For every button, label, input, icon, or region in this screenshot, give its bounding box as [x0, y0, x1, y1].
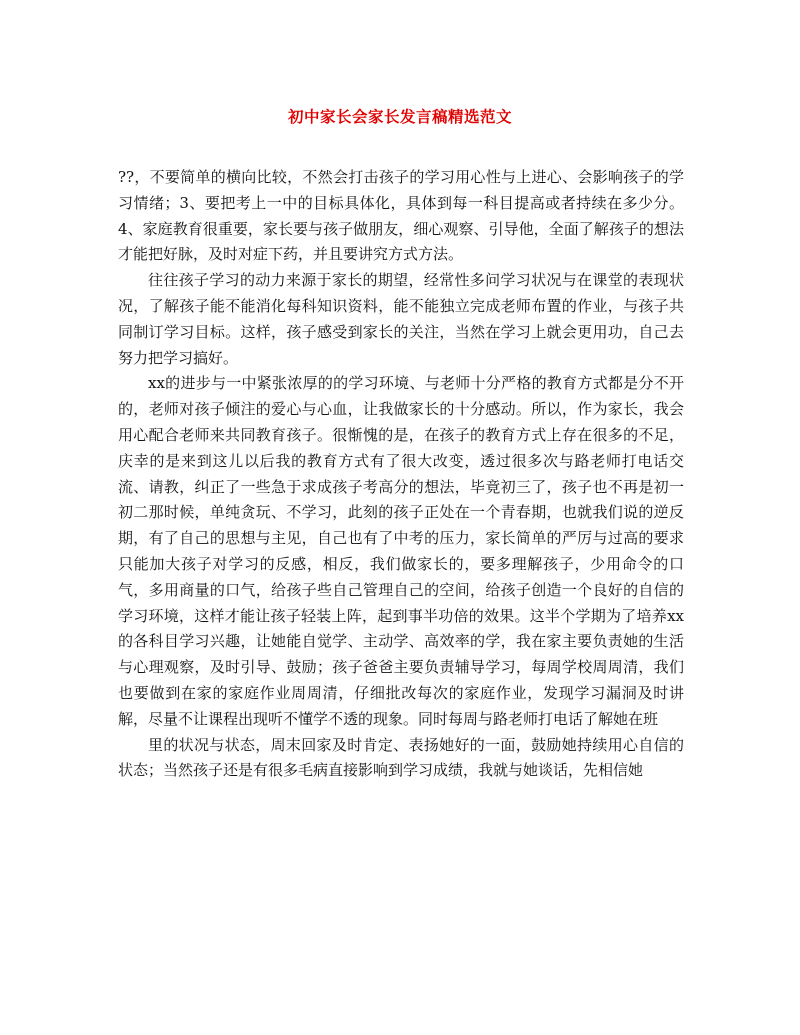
paragraph-progress: xx的进步与一中紧张浓厚的的学习环境、与老师十分严格的教育方式都是分不开的，老师对孩子倾注的爱心与心血，让我做家长的十分感动。所以，作为家长，我会用心配合老师来共同教育孩子。很惭愧的是，在孩子的教育方式上存在很多的不足，庆幸的是来到这儿以后我的教育方式有了很大改变，透过很多次与路老师打电话交流、请教，纠正了一些急于求成孩子考高分的想法，毕竟初三了，孩子也不再是初一初二那时候，单纯贪玩、不学习，此刻的孩子正处在一个青春期，也就我们说的逆反期，有了自己的思想与主见，自己也有了中考的压力，家长简单的严厉与过高的要求只能加大孩子对学习的反感，相反，我们做家长的，要多理解孩子，少用命令的口气，多用商量的口气，给孩子些自己管理自己的空间，给孩子创造一个良好的自信的学习环境，这样才能让孩子轻装上阵，起到事半功倍的效果。这半个学期为了培养xx的各科目学习兴趣，让她能自觉学、主动学、高效率的学，我在家主要负责她的生活与心理观察，及时引导、鼓励；孩子爸爸主要负责辅导学习，每周学校周周清，我们也要做到在家的家庭作业周周清，仔细批改每次的家庭作业，发现学习漏洞及时讲解，尽量不让课程出现听不懂学不透的现象。同时每周与路老师打电话了解她在班: [118, 374, 684, 728]
document-title: 初中家长会家长发言稿精选范文: [287, 107, 512, 126]
paragraph-continuation: ??，不要简单的横向比较，不然会打击孩子的学习用心性与上进心、会影响孩子的学习情绪；3、要把考上一中的目标具体化，具体到每一科目提高或者持续在多少分。4、家庭教育很重要，家长要与孩子做朋友，细心观察、引导他，全面了解孩子的想法才能把好脉，及时对症下药，并且要讲究方式方法。: [118, 168, 684, 264]
paragraph-status: 里的状况与状态，周末回家及时肯定、表扬她好的一面，鼓励她持续用心自信的状态；当然孩子还是有很多毛病直接影响到学习成绩，我就与她谈话，先相信她: [118, 735, 684, 780]
document-body: [118, 165, 684, 784]
paragraph-motivation: 往往孩子学习的动力来源于家长的期望，经常性多问学习状况与在课堂的表现状况，了解孩子能不能消化每科知识资料，能不能独立完成老师布置的作业，与孩子共同制订学习目标。这样，孩子感受到家长的关注，当然在学习上就会更用功，自己去努力把学习搞好。: [118, 271, 684, 367]
